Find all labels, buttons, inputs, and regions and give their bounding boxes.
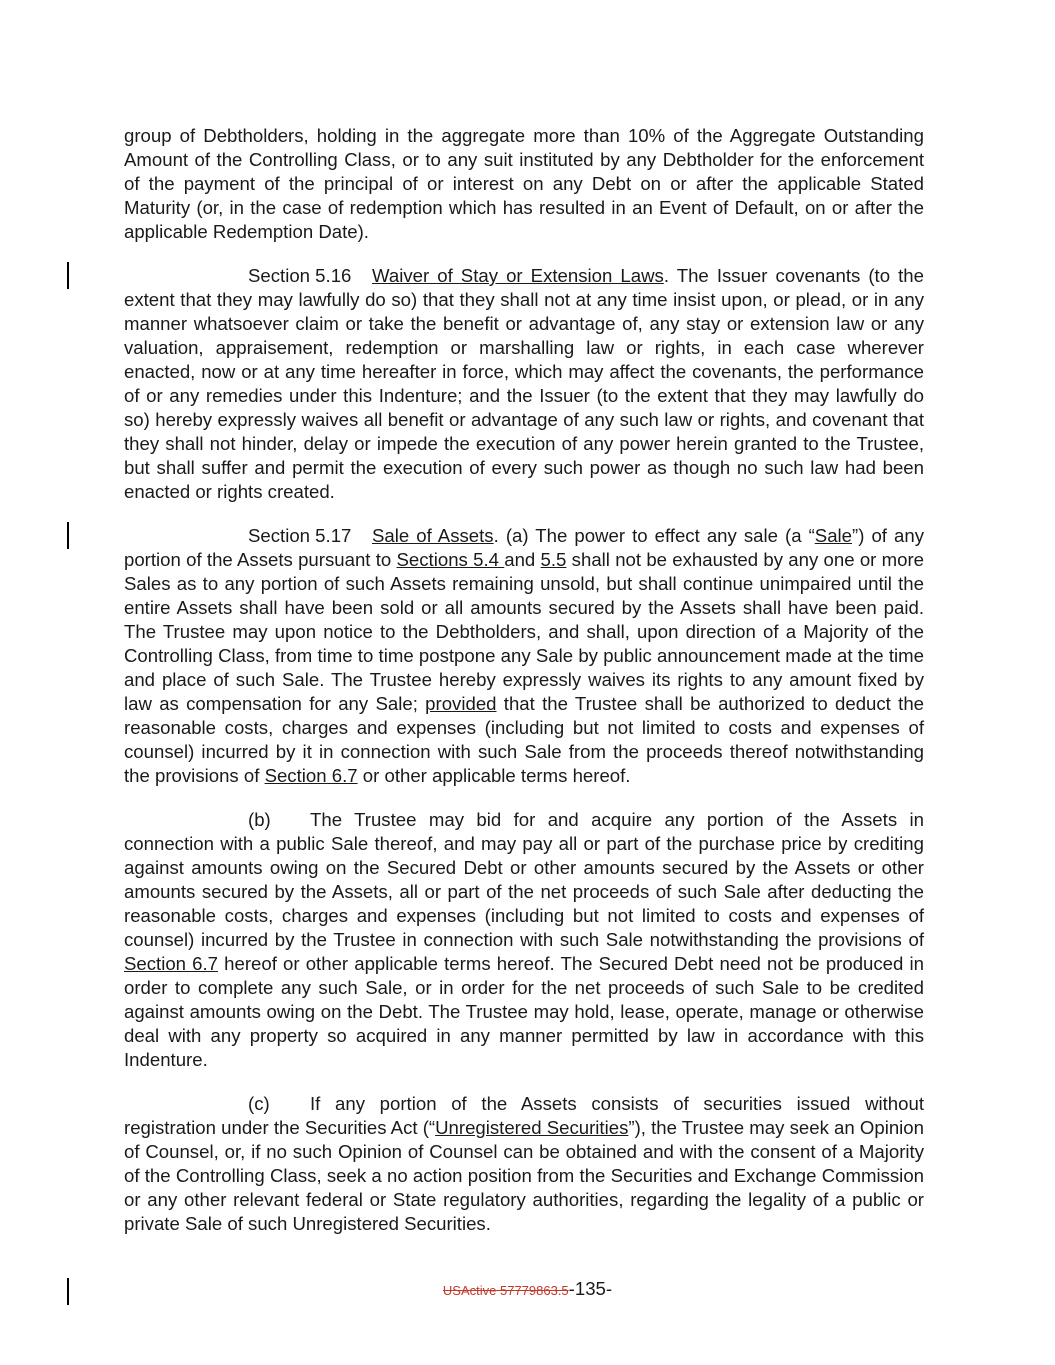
section-number: Section 5.17	[248, 525, 352, 546]
cross-reference: Section 6.7	[264, 765, 358, 786]
change-bar	[67, 262, 69, 289]
section-title: Waiver of Stay or Extension Laws	[372, 265, 664, 286]
section-5-17: Section 5.17 Sale of Assets. (a) The power to effect any sale (a “Sale”) of any portion of the Assets pursuant to Sections 5.4 and 5.5 shall not be exhausted by any one or more Sales as to any portion of such Assets remaining unsold, but shall continue unimpaired until the entire Assets shall have been sold or all amounts secured by the Assets shall have been paid. The Trustee may upon notice to the Debtholders, and shall, upon direction of a Majority of the Controlling Class, from time to time postpone any Sale by public announcement made at the time and place of such Sale. The Trustee hereby expressly waives its rights to any amount fixed by law as compensation for any Sale; provided that the Trustee shall be authorized to deduct the reasonable costs, charges and expenses (including but not limited to costs and expenses of counsel) incurred by it in connection with such Sale from the proceeds thereof notwithstanding the provisions of Section 6.7 or other applicable terms hereof.	[124, 525, 925, 786]
defined-term: Sale	[814, 525, 853, 546]
section-5-16: Section 5.16 Waiver of Stay or Extension Laws. The Issuer covenants (to the extent that they may lawfully do so) that they shall not at any time insist upon, or plead, or in any manner whatsoever claim or take the benefit or advantage of, any stay or extension law or any valuation, appraisement, redemption or marshalling law or rights, in each case wherever enacted, now or at any time hereafter in force, which may affect the covenants, the performance of or any remedies under this Indenture; and the Issuer (to the extent that they may lawfully do so) hereby expressly waives all benefit or advantage of any such law or rights, and covenant that they shall not hinder, delay or impede the execution of any power herein granted to the Trustee, but shall suffer and permit the execution of every such power as though no such law had been enacted or rights created.	[124, 265, 924, 502]
page-footer	[0, 1278, 1055, 1300]
subsection-c: (c) If any portion of the Assets consists of securities issued without registration under the Securities Act (“Unregistered Securities”), the Trustee may seek an Opinion of Counsel, or, if no such Opinion of Counsel can be obtained and with the consent of a Majority of the Controlling Class, seek a no action position from the Securities and Exchange Commission or any other relevant federal or State regulatory authorities, regarding the legality of a public or private Sale of such Unregistered Securities.	[124, 1093, 924, 1234]
cross-reference: Sections 5.4	[396, 549, 505, 570]
section-number: Section 5.16	[248, 265, 352, 286]
defined-term: Unregistered Securities	[435, 1117, 629, 1138]
section-title: Sale of Assets	[372, 525, 494, 546]
paragraph-continuation: group of Debtholders, holding in the aggregate more than 10% of the Aggregate Outstanding Amount of the Controlling Class, or to any suit instituted by any Debtholder for the enforcement of the payment of the principal of or interest on any Debt on or after the applicable Stated Maturity (or, in the case of redemption which has resulted in an Event of Default, on or after the applicable Redemption Date).	[124, 125, 924, 242]
document-body	[124, 124, 924, 1256]
document-id: USActive 57779863.5	[442, 1283, 569, 1298]
subsection-label: (c)	[248, 1093, 270, 1114]
cross-reference: Section 6.7	[124, 953, 219, 974]
cross-reference: 5.5	[540, 549, 567, 570]
subsection-label: (b)	[248, 809, 271, 830]
proviso-term: provided	[425, 693, 497, 714]
page-number: -135-	[568, 1278, 613, 1299]
change-bar	[67, 522, 69, 549]
subsection-b: (b) The Trustee may bid for and acquire any portion of the Assets in connection with a public Sale thereof, and may pay all or part of the purchase price by crediting against amounts owing on the Secured Debt or other amounts secured by the Assets or other amounts secured by the Assets, all or part of the net proceeds of such Sale after deducting the reasonable costs, charges and expenses (including but not limited to costs and expenses of counsel) incurred by the Trustee in connection with such Sale notwithstanding the provisions of Section 6.7 hereof or other applicable terms hereof. The Secured Debt need not be produced in order to complete any such Sale, or in order for the net proceeds of such Sale to be credited against amounts owing on the Debt. The Trustee may hold, lease, operate, manage or otherwise deal with any property so acquired in any manner permitted by law in accordance with this Indenture.	[124, 809, 924, 1070]
